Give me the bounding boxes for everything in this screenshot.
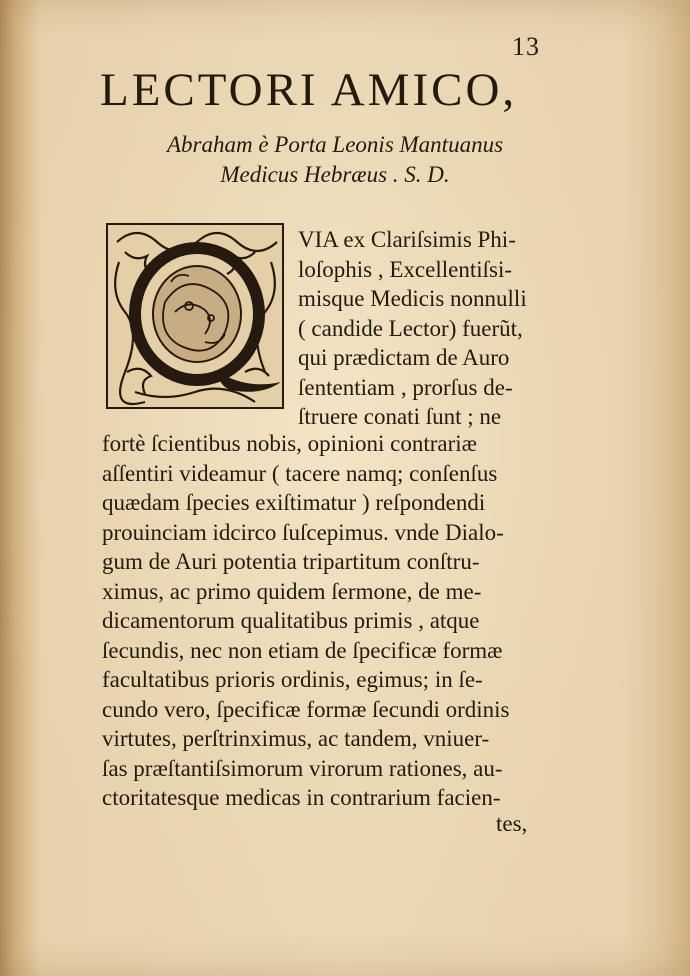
text-line: misque Medicis nonnulli xyxy=(298,286,527,311)
salutation xyxy=(130,130,540,190)
page-heading: LECTORI AMICO, xyxy=(100,64,518,116)
text-line: virtutes, perſtrinximus, ac tandem, vniuer- xyxy=(102,726,490,751)
salutation-line: Medicus Hebræus . S. D. xyxy=(220,162,450,187)
page-number: 13 xyxy=(512,32,540,61)
text-line: gum de Auri potentia tripartitum conſtru- xyxy=(102,549,480,574)
salutation-line: Abraham è Porta Leonis Mantuanus xyxy=(166,132,504,157)
text-line: loſophis , Excellentiſsi- xyxy=(298,256,512,282)
text-line: cundo vero, ſpecificæ formæ ſecundi ordinis xyxy=(102,696,510,722)
text-line: prouinciam idcirco ſuſcepimus. vnde Dialo- xyxy=(102,519,504,545)
text-column-full-width xyxy=(102,429,572,813)
text-line: facultatibus prioris ordinis, egimus; in ſe- xyxy=(102,667,483,692)
text-line: ctoritatesque medicas in contrarium facien- xyxy=(102,785,501,810)
catchword: tes, xyxy=(496,811,528,836)
text-line: ſententiam , prorſus de- xyxy=(298,374,513,400)
text-line: aſſentiri videamur ( tacere namq; conſenſus xyxy=(102,460,498,486)
text-line: ſtruere conati ſunt ; ne xyxy=(298,404,502,429)
text-line: ximus, ac primo quidem ſermone, de me- xyxy=(102,578,482,604)
text-line: quædam ſpecies exiſtimatur ) reſpondendi xyxy=(102,490,486,515)
text-line: dicamentorum qualitatibus primis , atque xyxy=(102,608,480,633)
ornamental-initial-q xyxy=(105,222,285,410)
text-line: qui prædictam de Auro xyxy=(298,345,510,370)
text-line: ſecundis, nec non etiam de ſpecificæ formæ xyxy=(102,637,503,663)
text-line: fortè ſcientibus nobis, opinioni contrariæ xyxy=(102,431,477,456)
text-line: ſas præſtantiſsimorum virorum rationes, au- xyxy=(102,755,503,781)
text-line: VIA ex Clariſsimis Phi- xyxy=(298,227,516,252)
text-column-beside-initial xyxy=(298,225,568,432)
text-line: ( candide Lector) fuerũt, xyxy=(298,315,523,341)
